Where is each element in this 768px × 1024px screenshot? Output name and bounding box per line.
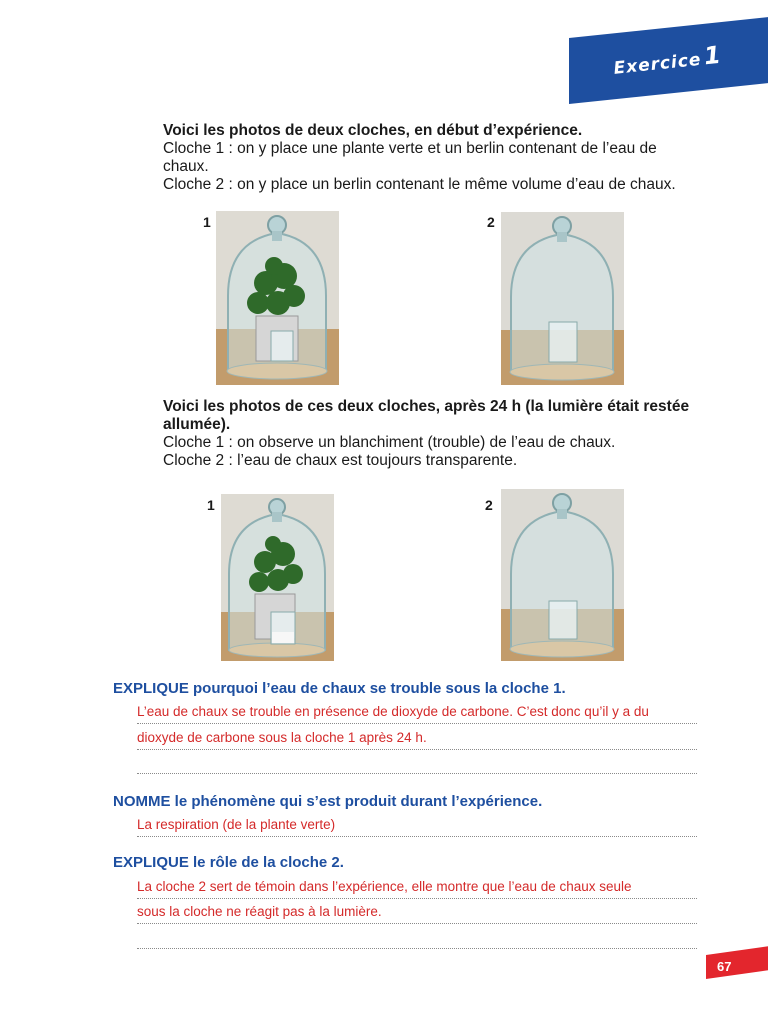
section1-line2: Cloche 2 : on y place un berlin contenant le même volume d’eau de chaux. [163, 176, 676, 193]
exercise-number: 1 [702, 40, 724, 71]
question-1-prompt: EXPLIQUE pourquoi l’eau de chaux se trouble sous la cloche 1. [113, 680, 566, 697]
section1-line1: Cloche 1 : on y place une plante verte et un berlin contenant de l’eau de [163, 140, 657, 157]
section2-line1: Cloche 1 : on observe un blanchiment (trouble) de l’eau de chaux. [163, 434, 616, 451]
section2-text [163, 398, 703, 470]
page-number-tab [706, 945, 768, 979]
photo-label-2a: 2 [487, 214, 495, 230]
answer-3-line-2: sous la cloche ne réagit pas à la lumière. [137, 901, 697, 924]
photo-label-1a: 1 [203, 214, 211, 230]
answer-1-line-2: dioxyde de carbone sous la cloche 1 après 24 h. [137, 727, 697, 750]
section2-intro-line2: allumée). [163, 416, 231, 433]
section2-line2: Cloche 2 : l’eau de chaux est toujours transparente. [163, 452, 518, 469]
answer-3-line-3 [137, 926, 697, 949]
answer-1-line-3 [137, 751, 697, 774]
photo-bell-jar-plant-start [216, 211, 339, 385]
section2-intro-line1: Voici les photos de ces deux cloches, après 24 h (la lumière était restée [163, 398, 690, 415]
answer-2-line-1: La respiration (de la plante verte) [137, 814, 697, 837]
answer-3-line-1: La cloche 2 sert de témoin dans l’expérience, elle montre que l’eau de chaux seule [137, 876, 697, 899]
question-3-prompt: EXPLIQUE le rôle de la cloche 2. [113, 854, 344, 871]
photo-label-1b: 1 [207, 497, 215, 513]
photo-bell-jar-empty-after [501, 489, 624, 661]
section1-line1b: chaux. [163, 158, 209, 175]
question-2-prompt: NOMME le phénomène qui s’est produit durant l’expérience. [113, 793, 543, 810]
photo-label-2b: 2 [485, 497, 493, 513]
section1-text [163, 122, 703, 194]
photo-bell-jar-empty-start [501, 212, 624, 385]
section1-intro: Voici les photos de deux cloches, en début d’expérience. [163, 122, 583, 139]
photo-bell-jar-plant-after [221, 494, 334, 661]
answer-1-line-1: L’eau de chaux se trouble en présence de dioxyde de carbone. C’est donc qu’il y a du [137, 701, 697, 724]
page-number: 67 [717, 959, 732, 974]
exercise-word: Exercice [612, 49, 703, 79]
